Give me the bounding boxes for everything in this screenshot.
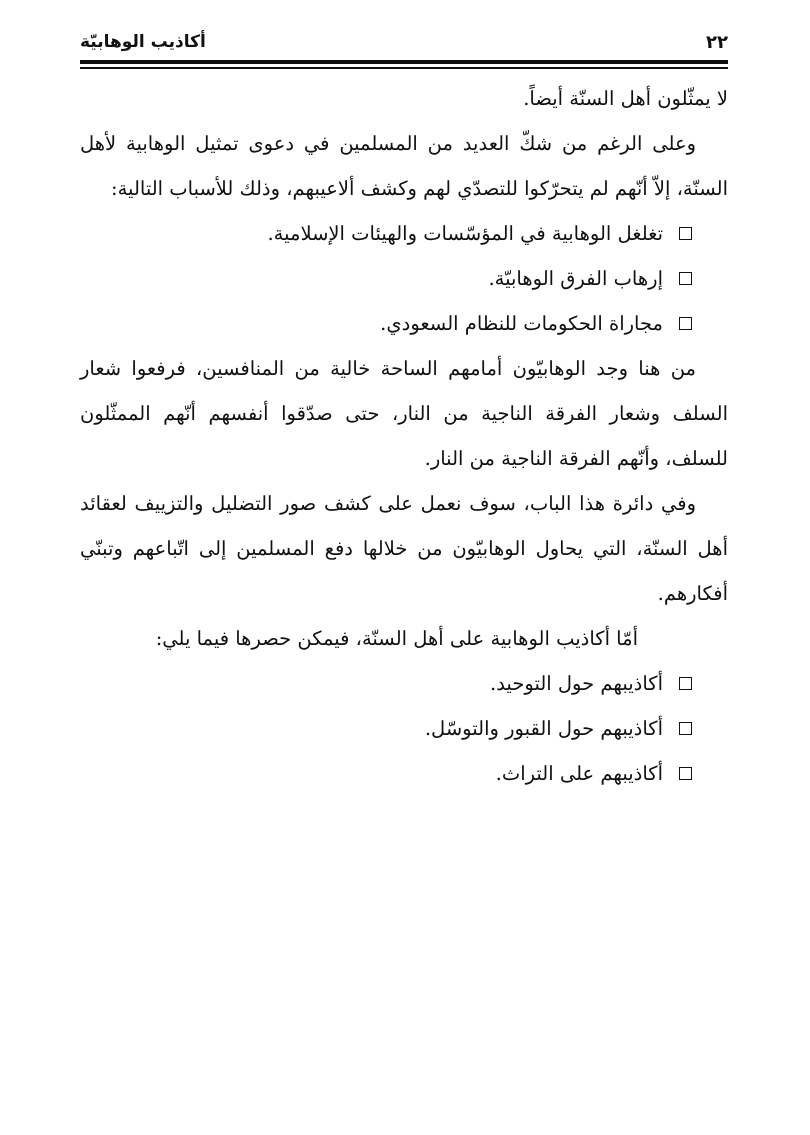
list-item bbox=[80, 706, 728, 751]
list-item-text: تغلغل الوهابية في المؤسّسات والهيئات الإسلامية. bbox=[267, 222, 663, 245]
list-item-text: مجاراة الحكومات للنظام السعودي. bbox=[380, 312, 663, 335]
list-item-text: إرهاب الفرق الوهابيّة. bbox=[488, 267, 663, 290]
square-box-icon bbox=[679, 722, 692, 735]
header-rule-thick bbox=[80, 60, 728, 64]
page-body bbox=[80, 76, 728, 796]
list-item-text: أكاذيبهم على التراث. bbox=[495, 762, 663, 785]
list-item-text: أكاذيبهم حول التوحيد. bbox=[490, 672, 663, 695]
lies-list bbox=[80, 661, 728, 796]
running-title: أكاذيب الوهابيّة bbox=[80, 32, 206, 52]
paragraph-chapter-scope: وفي دائرة هذا الباب، سوف نعمل على كشف صور التضليل والتزييف لعقائد أهل السنّة، التي يحاول الوهابيّون من خلالها دفع المسلمين إلى اتّباعهم وتبنّي أفكارهم. bbox=[80, 492, 728, 605]
square-box-icon bbox=[679, 272, 692, 285]
page-number: ٢٢ bbox=[706, 32, 728, 53]
reasons-list bbox=[80, 211, 728, 346]
square-box-icon bbox=[679, 227, 692, 240]
list-item bbox=[80, 661, 728, 706]
opening-line: لا يمثّلون أهل السنّة أيضاً. bbox=[523, 87, 728, 110]
list-item bbox=[80, 256, 728, 301]
paragraph-reasons-intro: وعلى الرغم من شكّ العديد من المسلمين في دعوى تمثيل الوهابية لأهل السنّة، إلاّ أنّهم لم يتحرّكوا للتصدّي لهم وكشف ألاعيبهم، وذلك للأسباب التالية: bbox=[80, 132, 728, 200]
square-box-icon bbox=[679, 317, 692, 330]
page-header bbox=[80, 30, 728, 58]
list-item bbox=[80, 211, 728, 256]
paragraph-lies-intro: أمّا أكاذيب الوهابية على أهل السنّة، فيمكن حصرها فيما يلي: bbox=[155, 627, 638, 650]
paragraph-salaf: من هنا وجد الوهابيّون أمامهم الساحة خالية من المنافسين، فرفعوا شعار السلف وشعار الفرقة الناجية من النار، حتى صدّقوا أنفسهم أنّهم الممثّلون للسلف، وأنّهم الفرقة الناجية من النار. bbox=[80, 357, 728, 470]
square-box-icon bbox=[679, 767, 692, 780]
header-rule-thin bbox=[80, 67, 728, 69]
list-item-text: أكاذيبهم حول القبور والتوسّل. bbox=[424, 717, 663, 740]
square-box-icon bbox=[679, 677, 692, 690]
list-item bbox=[80, 751, 728, 796]
list-item bbox=[80, 301, 728, 346]
